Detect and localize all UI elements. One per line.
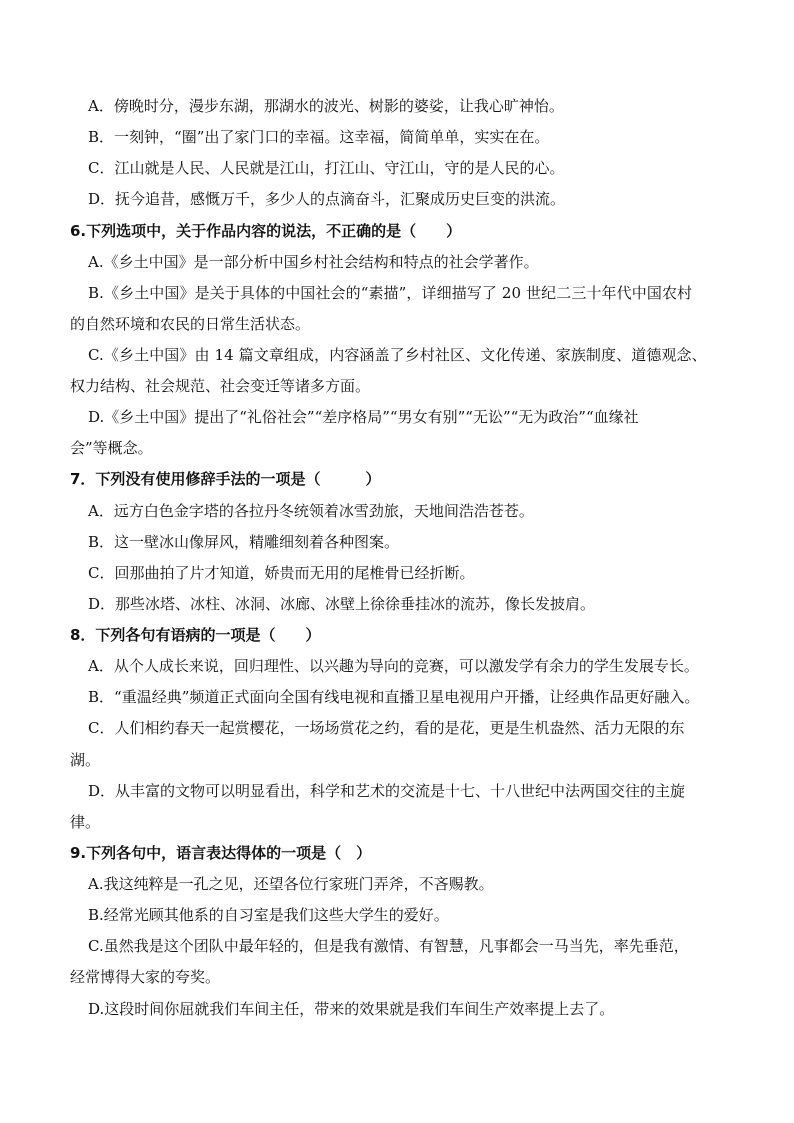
q7-option-b: B．这一壁冰山像屏风，精雕细刻着各种图案。 — [88, 533, 400, 551]
q8-option-c-cont: 湖。 — [70, 751, 101, 769]
q9-option-c-cont: 经常博得大家的夸奖。 — [70, 968, 221, 986]
q8-option-d-cont: 律。 — [70, 813, 101, 831]
q9-option-a: A.我这纯粹是一孔之见，还望各位行家班门弄斧，不吝赐教。 — [88, 875, 494, 893]
q6-option-c: C.《乡土中国》由 14 篇文章组成，内容涵盖了乡村社区、文化传递、家族制度、道德观念、 — [88, 346, 707, 364]
q9-stem: 9.下列各句中，语言表达得体的一项是（ ） — [70, 844, 372, 862]
q5-option-c: C．江山就是人民、人民就是江山，打江山、守江山，守的是人民的心。 — [88, 159, 565, 177]
q6-option-b: B.《乡土中国》是关于具体的中国社会的“素描”，详细描写了 20 世纪二三十年代中国农村 — [88, 284, 693, 302]
q7-stem: 7．下列没有使用修辞手法的一项是（ ） — [70, 470, 381, 488]
q6-option-c-cont: 权力结构、社会规范、社会变迁等诸多方面。 — [70, 377, 371, 395]
q6-option-a: A.《乡土中国》是一部分析中国乡村社会结构和特点的社会学著作。 — [88, 253, 539, 271]
q9-option-c: C.虽然我是这个团队中最年轻的，但是我有激情、有智慧，凡事都会一马当先，率先垂范， — [88, 937, 689, 955]
q8-option-d: D．从丰富的文物可以明显看出，科学和艺术的交流是十七、十八世纪中法两国交往的主旋 — [88, 782, 686, 800]
q6-stem: 6.下列选项中，关于作品内容的说法，不正确的是（ ） — [70, 222, 462, 240]
q8-stem: 8．下列各句有语病的一项是（ ） — [70, 626, 321, 644]
q5-option-d: D．抚今追昔，感慨万千，多少人的点滴奋斗，汇聚成历史巨变的洪流。 — [88, 190, 566, 208]
q8-option-b: B．“重温经典”频道正式面向全国有线电视和直播卫星电视用户开播，让经典作品更好融入。 — [88, 688, 700, 706]
q6-option-d: D.《乡土中国》提出了“礼俗社会”“差序格局”“男女有别”“无讼”“无为政治”“血缘社 — [88, 408, 639, 426]
q9-option-b: B.经常光顾其他系的自习室是我们这些大学生的爱好。 — [88, 906, 449, 924]
q8-option-a: A．从个人成长来说，回归理性、以兴趣为导向的竞赛，可以激发学有余力的学生发展专长。 — [88, 657, 699, 675]
q5-option-a: A．傍晚时分，漫步东湖，那湖水的波光、树影的婆娑，让我心旷神怡。 — [88, 97, 564, 115]
q8-option-c: C．人们相约春天一起赏樱花，一场场赏花之约，看的是花，更是生机盎然、活力无限的东 — [88, 719, 685, 737]
q7-option-a: A．远方白色金字塔的各拉丹冬统领着冰雪劲旅，天地间浩浩苍苍。 — [88, 502, 534, 520]
q6-option-b-cont: 的自然环境和农民的日常生活状态。 — [70, 315, 311, 333]
q9-option-d: D.这段时间你屈就我们车间主任，带来的效果就是我们车间生产效率提上去了。 — [88, 1000, 615, 1018]
q7-option-c: C．回那曲拍了片才知道，娇贵而无用的尾椎骨已经折断。 — [88, 564, 475, 582]
q5-option-b: B．一刻钟，“圈”出了家门口的幸福。这幸福，简简单单，实实在在。 — [88, 128, 550, 146]
q7-option-d: D．那些冰塔、冰柱、冰洞、冰廊、冰壁上徐徐垂挂冰的流苏，像长发披肩。 — [88, 595, 596, 613]
q6-option-d-cont: 会”等概念。 — [70, 439, 153, 457]
